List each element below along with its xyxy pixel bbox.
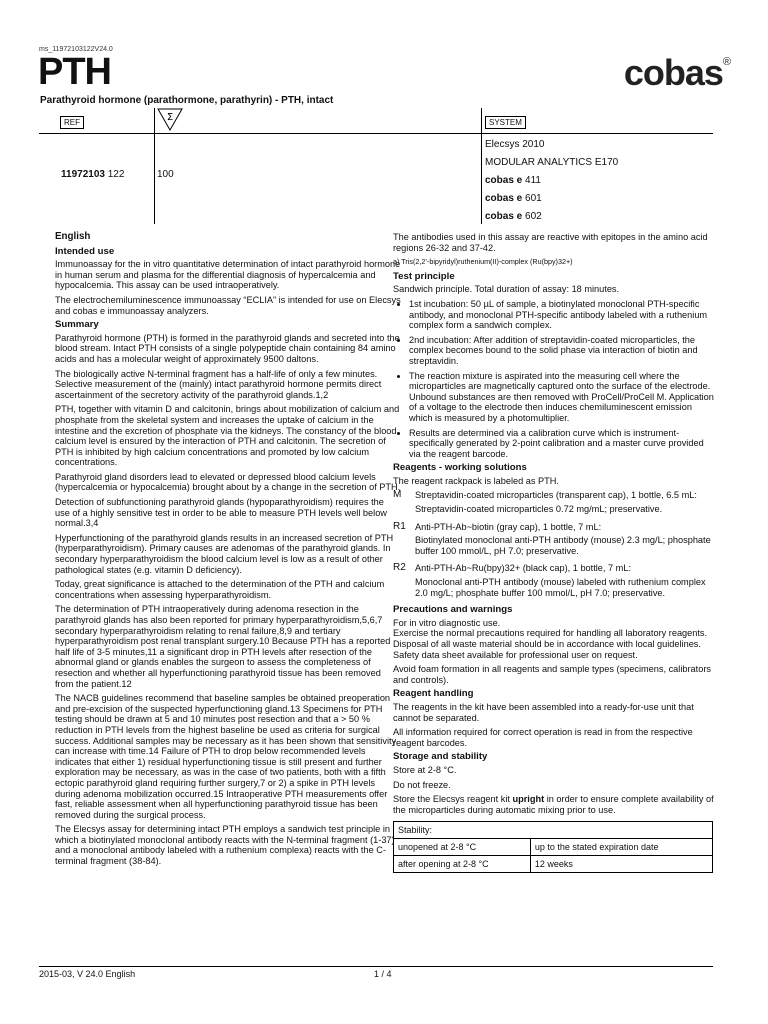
reagent-item [393, 522, 715, 560]
system-label: SYSTEM [485, 116, 526, 129]
reagent-code: R1 [393, 520, 406, 532]
cobas-logo [624, 52, 730, 94]
system-item: MODULAR ANALYTICS E170 [485, 157, 619, 168]
paragraph: Store at 2-8 °C. [393, 764, 457, 775]
page-subtitle: Parathyroid hormone (parathormone, parathyrin) - PTH, intact [40, 95, 334, 106]
reagent-code: R2 [393, 562, 406, 574]
paragraph: PTH, together with vitamin D and calcitonin, brings about mobilization of calcium and phosphate from the skeletal system and increases the uptake of calcium in the intestine and the excretion of phosphate via the kidneys. The constancy of the blood calcium level is ensured by the interaction of PTH and calcitonin. The secretion of PTH is inhibited by high calcium concentrations and promoted by low calcium concentrations. [55, 404, 400, 468]
paragraph: Hyperfunctioning of the parathyroid glands results in an increased secretion of PTH (hyperparathyroidism). Primary causes are adenomas of the parathyroid glands. In secondary hyperparathyroidism the blood calcium level is low as a result of other pathological states (e.g. vitamin D deficiency). [55, 532, 394, 575]
paragraph: Parathyroid hormone (PTH) is formed in the parathyroid glands and secreted into the blood stream. Intact PTH consists of a single polypeptide chain containing 84 amino acids and has a molecular weight of approximately 9500 daltons. [55, 332, 400, 364]
reagent-handling-heading: Reagent handling [393, 688, 474, 700]
product-header-table [39, 108, 713, 224]
stability-header: Stability: [394, 822, 713, 839]
ref-label: REF [60, 116, 84, 129]
footer-divider [39, 966, 713, 967]
paragraph: Sandwich principle. Total duration of assay: 18 minutes. [393, 284, 620, 295]
system-list [485, 136, 618, 226]
reagent-item [393, 563, 715, 601]
paragraph: The Elecsys assay for determining intact PTH employs a sandwich test principle in which a biotinylated monoclonal antibody reacts with the N-terminal fragment (1-37) and a monoclonal antibody labeled with a ruthenium complexa) reacts with the C-terminal fragment (38-84). [55, 824, 395, 867]
reagent-line: Anti-PTH-Ab~biotin (gray cap), 1 bottle, 7 mL: [415, 521, 602, 532]
right-column [393, 232, 715, 873]
left-column [55, 232, 401, 871]
ref-number-main: 11972103 [61, 169, 105, 180]
reagent-code: M [393, 489, 402, 501]
paragraph: Parathyroid gland disorders lead to elevated or depressed blood calcium levels (hypercalcemia or hypocalcemia) brought about by a change in the secretion of PTH. [55, 471, 401, 493]
footer-version: 2015-03, V 24.0 English [39, 969, 136, 979]
table-cell: up to the stated expiration date [530, 839, 712, 856]
paragraph: Detection of subfunctioning parathyroid glands (hypoparathyroidism) requires the use of a highly sensitive test in order to be able to measure PTH levels well below normal.3,4 [55, 497, 387, 529]
paragraph: Immunoassay for the in vitro quantitative determination of intact parathyroid hormone in human serum and plasma for the differential diagnosis of hypercalcemia and hypocalcemia. This assay can be used intraoperatively. [55, 259, 401, 291]
system-item: cobas e 601 [485, 193, 542, 204]
ref-number-suffix: 122 [107, 169, 125, 180]
table-row [394, 839, 713, 856]
table-cell: after opening at 2-8 °C [394, 856, 531, 873]
precautions-heading: Precautions and warnings [393, 604, 513, 616]
page-title: PTH [38, 51, 111, 93]
paragraph: Today, great significance is attached to the determination of the PTH and calcium concentrations when assessing hyperparathyroidism. [55, 579, 385, 600]
reagent-line: Biotinylated monoclonal anti-PTH antibody (mouse) 2.3 mg/L; phosphate buffer 100 mmol/L, pH 7.0; preservative. [415, 535, 711, 556]
reagent-line: Streptavidin-coated microparticles 0.72 mg/mL; preservative. [415, 504, 663, 515]
paragraph: Avoid foam formation in all reagents and sample types (specimens, calibrators and controls). [393, 664, 711, 685]
list-item: • 1st incubation: 50 µL of sample, a biotinylated monoclonal PTH-specific antibody, and monoclonal PTH-specific antibody labeled with a ruthenium complex form a sandwich complex. [409, 299, 715, 331]
system-item: cobas e 602 [485, 211, 542, 222]
test-principle-heading: Test principle [393, 270, 455, 282]
paragraph: Store the Elecsys reagent kit upright in order to ensure complete availability of the microparticles during automatic mixing prior to use. [393, 794, 714, 815]
ref-number [61, 169, 124, 180]
footnote: a) Tris(2,2’-bipyridyl)ruthenium(II)-complex (Ru(bpy)32+) [393, 257, 573, 267]
paragraph: For in vitro diagnostic use. [393, 617, 501, 628]
paragraph: Do not freeze. [393, 779, 451, 790]
paragraph: Disposal of all waste material should be in accordance with local guidelines. [393, 639, 701, 649]
list-item: • Results are determined via a calibration curve which is instrument-specifically generated by 2-point calibration and a master curve provided via the reagent barcode. [409, 428, 715, 460]
paragraph: The biologically active N-terminal fragment has a half-life of only a few minutes. Selective measurement of the (mainly) intact parathyroid hormone permits direct ascertainment of the secretory activity of the parathyroid glands.1,2 [55, 368, 382, 400]
table-cell: 12 weeks [530, 856, 712, 873]
reagent-line: Anti-PTH-Ab~Ru(bpy)32+ (black cap), 1 bottle, 7 mL: [415, 563, 632, 574]
paragraph: The NACB guidelines recommend that baseline samples be obtained preoperation and pre-excision of the suspected hyperfunctioning gland.13 Specimens for PTH testing should be drawn at 5 and 10 minutes post resection and that a > 50 % reduction in PTH levels from the highest baseline be used as criteria for surgical success. Additional samples may be necessary as it has been shown that sensitivity can increase with time.14 Failure of PTH to drop below recommended levels indicates that either 1) residual hyperfunctioning tissue is still present and further exploration may be necessary, as was in the case of two patients, both with a fifth ectopic parathyroid gland requiring further surgery,7 or 2) a spike in PTH levels during adenoma mobilization occurred.15 Intraoperative PTH measurements offer fast, reliable assessment when all hyperfunctioning parathyroid tissue has been removed during the surgical process. [55, 693, 397, 820]
paragraph: The antibodies used in this assay are reactive with epitopes in the amino acid regions 26-32 and 37-42. [393, 232, 708, 253]
storage-heading: Storage and stability [393, 751, 488, 763]
test-quantity: 100 [157, 169, 174, 180]
system-item: Elecsys 2010 [485, 139, 545, 150]
sigma-symbol: Σ [166, 112, 174, 123]
table-cell: unopened at 2-8 °C [394, 839, 531, 856]
document-id: ms_11972103122V24.0 [39, 46, 113, 53]
list-item: • The reaction mixture is aspirated into the measuring cell where the microparticles are magnetically captured onto the surface of the electrode. Unbound substances are then removed with ProCell/ProCell M. Application of a voltage to the electrode then induces chemiluminescent emission which is measured by a photomultiplier. [409, 371, 715, 424]
reagent-line: Monoclonal anti-PTH antibody (mouse) labeled with ruthenium complex 2.0 mg/L; phosphate buffer 100 mmol/L, pH 7.0; preservative. [415, 577, 706, 598]
logo-text: cobas [623, 52, 723, 93]
paragraph: The determination of PTH intraoperatively during adenoma resection in the parathyroid glands has also been reported for primary hyperparathyroidism,5,6,7 secondary hyperparathyroidism relating to renal failure,8,9 and tertiary hyperparathyroidism post renal transplant surgery.10 Because PTH has a reported half life of 3-5 minutes,11 a significant drop in PTH levels after resection of the abnormal gland or glands enables the surgeon to assess the completeness of resection and whether all hyperfunctioning parathyroid tissue has been removed from the patient.12 [55, 604, 391, 689]
stability-table [393, 821, 713, 873]
language-heading: English [55, 231, 91, 242]
registered-mark: ® [722, 56, 730, 68]
sigma-triangle-icon [157, 108, 183, 132]
reagent-line: Streptavidin-coated microparticles (transparent cap), 1 bottle, 6.5 mL: [415, 490, 697, 501]
reagent-item [393, 490, 715, 517]
paragraph: The reagents in the kit have been assembled into a ready-for-use unit that cannot be separated. [393, 701, 694, 723]
table-row [394, 856, 713, 873]
intended-use-heading: Intended use [55, 245, 115, 257]
reagents-heading: Reagents - working solutions [393, 462, 527, 474]
paragraph: The reagent rackpack is labeled as PTH. [393, 475, 559, 486]
paragraph: Safety data sheet available for professional user on request. [393, 649, 638, 660]
test-principle-list [393, 299, 715, 459]
system-item: cobas e 411 [485, 175, 541, 186]
paragraph: All information required for correct operation is read in from the respective reagent barcodes. [393, 727, 693, 748]
list-item: • 2nd incubation: After addition of streptavidin-coated microparticles, the complex becomes bound to the solid phase via interaction of biotin and streptavidin. [409, 335, 715, 367]
page-number: 1 / 4 [374, 969, 392, 979]
paragraph: The electrochemiluminescence immunoassay “ECLIA” is intended for use on Elecsys and cobas e immunoassay analyzers. [55, 294, 401, 316]
summary-heading: Summary [55, 319, 99, 331]
paragraph: Exercise the normal precautions required for handling all laboratory reagents. [393, 628, 708, 639]
